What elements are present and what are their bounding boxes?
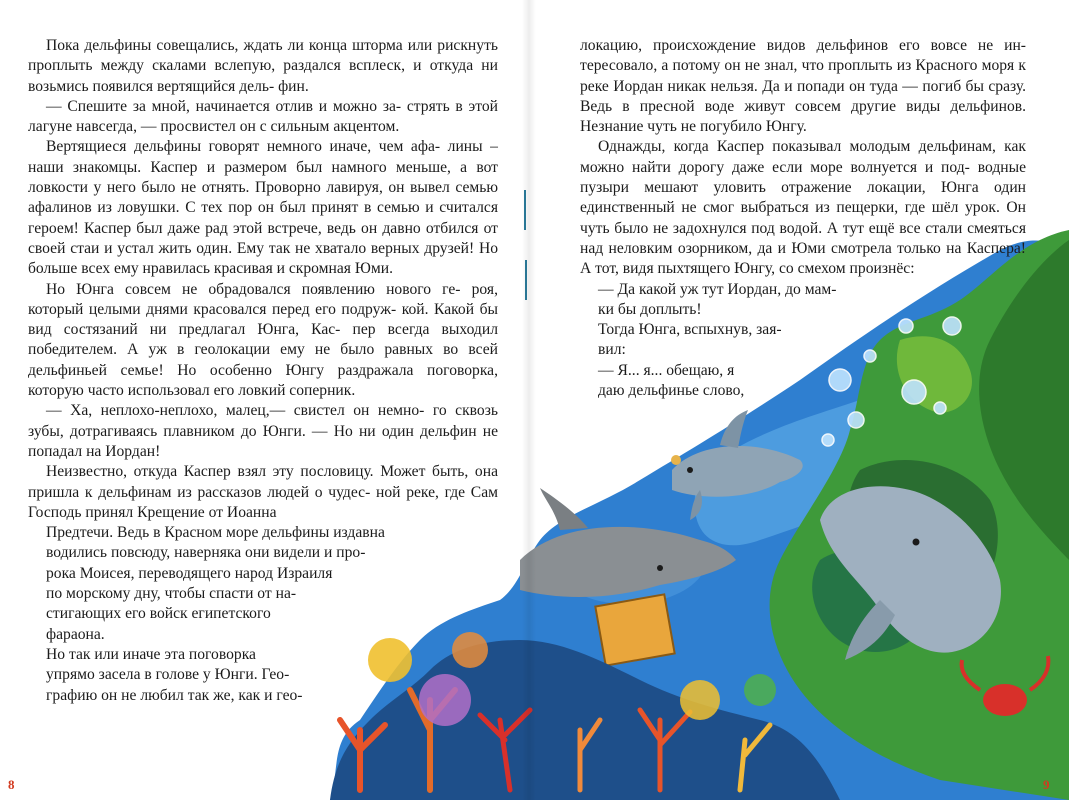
text-line: Предтечи. Ведь в Красном море дельфины издавна bbox=[46, 524, 385, 542]
text-line: Неизвестно, откуда Каспер взял эту пословицу. Может bbox=[46, 463, 426, 481]
paragraph bbox=[580, 137, 1026, 279]
text-line: урок. Он чуть было не задохнулся под водой. А тут ещё bbox=[580, 199, 1026, 237]
page-number-left: 8 bbox=[8, 777, 15, 792]
text-line: виды дельфинов. Незнание чуть не погубило Юнгу. bbox=[580, 97, 1026, 136]
text-line: — Да какой уж тут Иордан, до мам- bbox=[598, 280, 837, 298]
text-line: роя, который целыми днями красовался перед его подруж- bbox=[28, 280, 498, 318]
text-line: ки бы доплыть! bbox=[598, 300, 702, 318]
text-line: пор он был принят в семью и считался героем! Каспер bbox=[28, 199, 498, 237]
text-line: стигающих его войск египетского bbox=[46, 605, 271, 623]
text-line: Однажды, когда Каспер показывал молодым дельфинам, bbox=[598, 138, 996, 156]
book-gutter bbox=[522, 0, 536, 800]
text-line: Юнгу раздражала поговорка, которую часто использовал bbox=[28, 361, 498, 400]
text-line: со смехом произнёс: bbox=[778, 260, 915, 278]
text-line: его ловкий соперник. bbox=[213, 382, 356, 400]
text-line: графию он не любил так же, как и гео- bbox=[46, 686, 303, 704]
text-line: стаи и устал жить один. Ему так не хватало верных друзей! bbox=[70, 239, 475, 257]
text-line: кой. Какой бы вид состязаний ни предлагал Юнга, Кас- bbox=[28, 300, 498, 339]
text-line: даю дельфинье слово, bbox=[598, 382, 745, 400]
text-line: фараона. bbox=[46, 625, 105, 643]
paragraph bbox=[28, 401, 498, 462]
text-line: лины – наши знакомцы. Каспер и размером был намного bbox=[28, 138, 498, 176]
text-line: Но больше всех ему нравилась красивая и скромная Юми. bbox=[28, 239, 499, 278]
text-line: — Ха, неплохо-неплохо, малец,— свистел он немно- bbox=[46, 402, 425, 420]
paragraph bbox=[28, 137, 498, 279]
text-line: фин. bbox=[278, 77, 309, 95]
text-line: погиб бы сразу. Ведь в пресной воде живут совсем другие bbox=[580, 77, 1026, 115]
text-line: водные пузыри мешают уловить отражение локации, Юнга bbox=[580, 158, 1026, 197]
text-line: Тогда Юнга, вспыхнув, зая- bbox=[598, 321, 782, 339]
right-page-text bbox=[580, 36, 1026, 401]
text-line: лавируя, он вывел семью афалинов из ловушки. С тех bbox=[28, 179, 499, 217]
paragraph bbox=[28, 36, 498, 97]
paragraph bbox=[28, 462, 498, 645]
paragraph bbox=[28, 280, 498, 402]
text-line: как можно найти дорогу даже если море волнуется и под- bbox=[580, 138, 1027, 176]
text-line: локацию, происхождение видов дельфинов его вовсе не ин- bbox=[580, 37, 1026, 54]
paragraph bbox=[28, 97, 498, 138]
text-line: — Я... я... обещаю, я bbox=[598, 361, 735, 379]
text-line: рока Моисея, переводящего народ Израиля bbox=[46, 564, 333, 582]
text-line: го сквозь зубы, дотрагиваясь плавником до Юнги. — bbox=[28, 402, 498, 440]
text-line: ной реке, где Сам Господь принял Крещение от Иоанна bbox=[28, 483, 499, 521]
paragraph bbox=[580, 320, 1026, 361]
text-line: Но ни один дельфин не попадал на Иордан! bbox=[28, 422, 498, 460]
text-line: упрямо засела в голове у Юнги. Гео- bbox=[46, 666, 290, 684]
text-line: был даже рад этой встрече, ведь он давно отбился от своей bbox=[28, 219, 498, 257]
text-line: один единственный не смог выбраться из пещерки, где шёл bbox=[580, 179, 1027, 217]
text-line: вил: bbox=[598, 341, 626, 359]
text-line: Пока дельфины совещались, ждать ли конца шторма bbox=[46, 37, 403, 54]
text-line: — Спешите за мной, начинается отлив и можно за- bbox=[46, 97, 402, 115]
text-line: все стали смеяться над неловким озорником, да и Юми bbox=[580, 219, 1026, 257]
text-line: всплеск, и откуда ни возьмись появился вертящийся дель- bbox=[28, 57, 498, 95]
text-line: стрять в этой лагуне навсегда, — просвистел он с сильным bbox=[28, 97, 498, 136]
paragraph bbox=[580, 280, 1026, 321]
text-line: не было равных во всей дельфиньей семье! Но особенно bbox=[28, 341, 498, 379]
paragraph bbox=[28, 645, 498, 706]
text-line: или рискнуть проплыть между скалами вслепую, раздался bbox=[28, 37, 498, 75]
text-line: смотрела только на Каспера! А тот, видя пыхтящего Юнгу, bbox=[580, 239, 1026, 278]
text-line: Но так или иначе эта поговорка bbox=[46, 645, 256, 663]
text-line: моря к реке Иордан никак нельзя. Да и попади он туда — bbox=[580, 57, 1026, 95]
text-line: Но Юнга совсем не обрадовался появлению нового ге- bbox=[46, 280, 461, 298]
text-line: пер всегда выходил победителем. А уж в геолокации ему bbox=[28, 321, 498, 359]
text-line: тересовало, а потому он не знал, что проплыть из Красного bbox=[580, 57, 978, 75]
text-line: акцентом. bbox=[333, 118, 400, 136]
text-line: быть, она пришла к дельфинам из рассказов людей о чудес- bbox=[28, 463, 498, 501]
text-line: водились повсюду, наверняка они видели и про- bbox=[46, 544, 366, 562]
paragraph bbox=[580, 361, 1026, 402]
page-number-right: 9 bbox=[1043, 777, 1050, 792]
text-line: меньше, а вот ловкости у него было не отнять. Проворно bbox=[28, 158, 498, 197]
text-line: по морскому дну, чтобы спасти от на- bbox=[46, 585, 297, 603]
text-line: Вертящиеся дельфины говорят немного иначе, чем афа- bbox=[46, 138, 441, 156]
left-page-text bbox=[28, 36, 498, 706]
paragraph bbox=[580, 36, 1026, 137]
book bbox=[595, 594, 674, 665]
